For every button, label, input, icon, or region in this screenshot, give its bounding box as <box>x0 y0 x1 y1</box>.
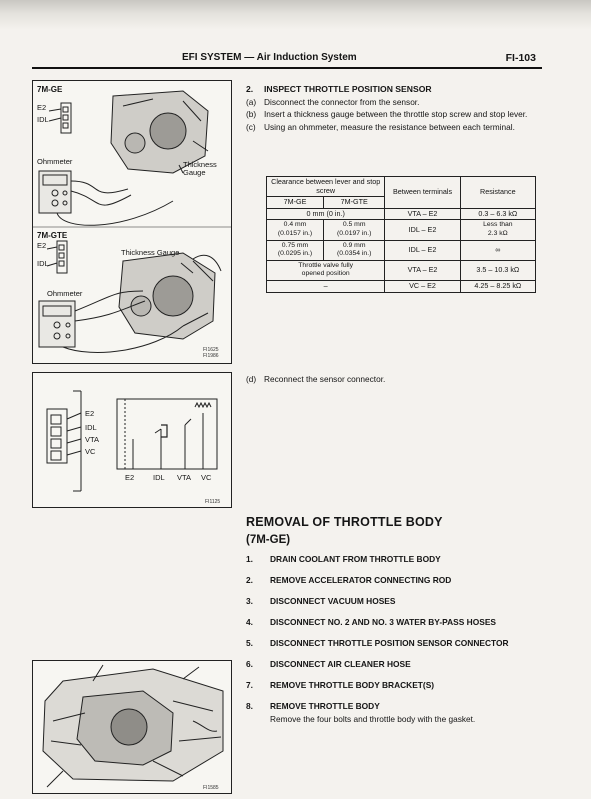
scan-edge-shadow <box>0 0 591 30</box>
figure-code-4: FI1585 <box>203 785 219 791</box>
removal-note: Remove the four bolts and throttle body with the gasket. <box>270 714 476 724</box>
figure-terminal-diagram <box>32 372 232 508</box>
removal-subtitle: (7M-GE) <box>246 534 291 546</box>
label-7m-gte: 7M-GTE <box>37 231 68 240</box>
cell-resistance: ∞ <box>460 240 535 260</box>
cell-value-in: (0.0295 in.) <box>277 250 313 258</box>
list-item <box>246 554 546 565</box>
item-text: REMOVE THROTTLE BODY <box>270 701 380 711</box>
cell-clearance-7m-gte <box>324 220 385 240</box>
label-ohmmeter-gte: Ohmmeter <box>47 289 83 298</box>
label-thickness-gauge: Thickness Gauge <box>183 160 217 177</box>
figure-throttle-body-removal <box>32 660 232 794</box>
list-item <box>246 617 546 628</box>
label-thickness-gauge-gte: Thickness Gauge <box>121 248 180 257</box>
inspect-section <box>246 84 541 132</box>
cell-value-kohm: 2.3 kΩ <box>487 229 508 237</box>
section-title: EFI SYSTEM — Air Induction System <box>182 52 357 63</box>
figure-ohmmeter-test <box>32 80 232 364</box>
item-number: 6. <box>246 659 253 669</box>
item-text: DISCONNECT THROTTLE POSITION SENSOR CONNECTOR <box>270 638 509 648</box>
step-text: Insert a thickness gauge between the throttle stop screw and stop lever. <box>264 109 528 120</box>
list-item <box>246 575 546 586</box>
item-number: 4. <box>246 617 253 627</box>
cell-clearance: – <box>267 280 385 292</box>
cell-terminals: VC – E2 <box>385 280 460 292</box>
item-text: REMOVE THROTTLE BODY BRACKET(S) <box>270 680 435 690</box>
label-idl: IDL <box>37 115 49 124</box>
figure-code-1: FI1625 <box>203 347 219 353</box>
label-e2: E2 <box>37 103 47 112</box>
cell-value-line2: opened position <box>301 270 350 278</box>
step-letter: (d) <box>246 374 257 384</box>
cell-terminals: VTA – E2 <box>385 260 460 280</box>
table-row <box>267 240 536 260</box>
header-rule <box>32 67 542 69</box>
table-row <box>267 280 536 292</box>
table-row <box>267 208 536 220</box>
step-text: Reconnect the sensor connector. <box>264 374 386 384</box>
header-clearance: Clearance between lever and stop screw <box>267 177 385 197</box>
header-terminals: Between terminals <box>385 177 460 209</box>
cell-clearance-7m-ge <box>267 240 324 260</box>
item-number: 2. <box>246 575 253 585</box>
item-text: DISCONNECT AIR CLEANER HOSE <box>270 659 411 669</box>
cell-value-mm: 0.75 mm <box>281 241 309 249</box>
list-item <box>246 659 546 670</box>
cell-resistance <box>460 220 535 240</box>
cell-value-mm: 0.5 mm <box>342 221 366 229</box>
item-number: 7. <box>246 680 253 690</box>
cell-value-mm: 0.4 mm <box>283 221 307 229</box>
cell-clearance <box>267 260 385 280</box>
item-text: DRAIN COOLANT FROM THROTTLE BODY <box>270 554 441 564</box>
cell-resistance: 3.5 – 10.3 kΩ <box>460 260 535 280</box>
cell-clearance-7m-ge <box>267 220 324 240</box>
item-number: 1. <box>246 554 253 564</box>
item-text: DISCONNECT NO. 2 AND NO. 3 WATER BY-PASS HOSES <box>270 617 496 627</box>
terminal-label-e2: E2 <box>125 473 135 482</box>
cell-value-line1: Throttle valve fully <box>298 261 354 269</box>
cell-resistance: 4.25 – 8.25 kΩ <box>460 280 535 292</box>
throttle-body-removal-illustration <box>33 661 231 793</box>
table-row <box>267 260 536 280</box>
step-letter: (b) <box>246 109 257 120</box>
cell-value-in: (0.0197 in.) <box>336 229 372 237</box>
list-item <box>246 701 546 712</box>
table-row <box>267 220 536 240</box>
terminal-label-idl: IDL <box>153 473 165 482</box>
step-letter: (a) <box>246 96 257 107</box>
step-text: Using an ohmmeter, measure the resistance between each terminal. <box>264 121 515 132</box>
label-e2-gte: E2 <box>37 241 47 250</box>
resistance-spec-table <box>266 176 536 293</box>
step-letter: (c) <box>246 121 256 132</box>
pin-label-idl: IDL <box>85 423 97 432</box>
cell-value-mm: 0.9 mm <box>342 241 366 249</box>
cell-value-in: (0.0354 in.) <box>336 250 372 258</box>
terminal-label-vta: VTA <box>177 473 192 482</box>
removal-title: REMOVAL OF THROTTLE BODY <box>246 515 443 529</box>
item-number: 3. <box>246 596 253 606</box>
inspect-step-title: INSPECT THROTTLE POSITION SENSOR <box>264 84 432 94</box>
header-7m-ge: 7M-GE <box>267 197 324 209</box>
label-7m-ge: 7M-GE <box>37 85 63 94</box>
pin-label-e2: E2 <box>85 409 95 418</box>
pin-label-vc: VC <box>85 447 96 456</box>
item-number: 8. <box>246 701 253 711</box>
cell-clearance: 0 mm (0 in.) <box>267 208 385 220</box>
cell-terminals: VTA – E2 <box>385 208 460 220</box>
figure-code-3: FI1125 <box>205 499 221 505</box>
item-text: DISCONNECT VACUUM HOSES <box>270 596 396 606</box>
header-resistance: Resistance <box>460 177 535 209</box>
figure-code-2: FI1986 <box>203 353 219 359</box>
terminal-label-vc: VC <box>201 473 212 482</box>
cell-terminals: IDL – E2 <box>385 240 460 260</box>
label-ohmmeter: Ohmmeter <box>37 157 73 166</box>
removal-section <box>246 515 546 724</box>
list-item <box>246 638 546 649</box>
figure-ohmmeter-illustration <box>33 81 231 363</box>
inspect-step-number: 2. <box>246 84 254 94</box>
item-number: 5. <box>246 638 253 648</box>
page-header <box>32 50 542 66</box>
cell-clearance-7m-gte <box>324 240 385 260</box>
cell-resistance: 0.3 – 6.3 kΩ <box>460 208 535 220</box>
page-number: FI-103 <box>505 52 536 64</box>
list-item <box>246 596 546 607</box>
cell-value-in: (0.0157 in.) <box>277 229 313 237</box>
terminal-circuit-illustration <box>33 373 231 507</box>
list-item <box>246 680 546 691</box>
step-text: Disconnect the connector from the sensor. <box>264 96 420 107</box>
item-text: REMOVE ACCELERATOR CONNECTING ROD <box>270 575 452 585</box>
header-7m-gte: 7M-GTE <box>324 197 385 209</box>
label-idl-gte: IDL <box>37 259 49 268</box>
reconnect-step <box>246 374 541 385</box>
pin-label-vta: VTA <box>85 435 100 444</box>
cell-terminals: IDL – E2 <box>385 220 460 240</box>
cell-value-less-than: Less than <box>483 221 513 229</box>
